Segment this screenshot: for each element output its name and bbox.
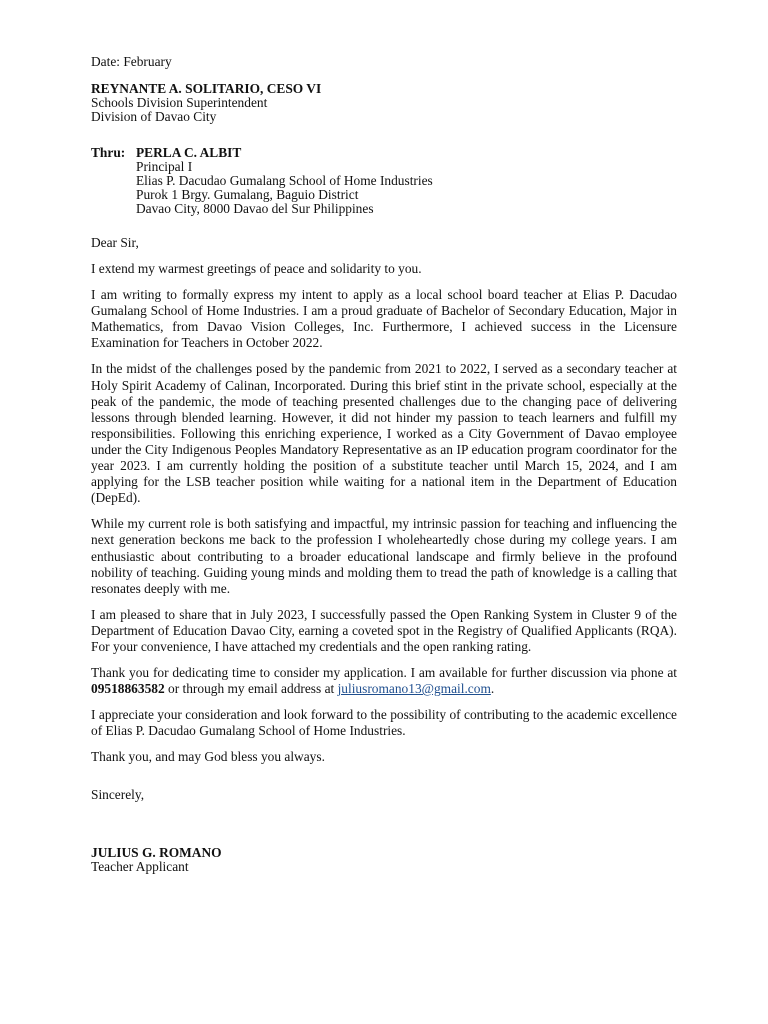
thru-address-line2: Davao City, 8000 Davao del Sur Philippines	[136, 201, 374, 216]
phone-number: 09518863582	[91, 681, 165, 697]
contact-text-start: Thank you for dedicating time to consider my application. I am available for further discussion via phone at	[91, 665, 677, 681]
recipient-name: REYNANTE A. SOLITARIO, CESO VI	[91, 81, 322, 96]
contact-text-middle: or through my email address at	[164, 681, 338, 697]
recipient-block	[91, 82, 677, 124]
recipient-title: Schools Division Superintendent	[91, 95, 268, 110]
paragraph-ranking: I am pleased to share that in July 2023, I successfully passed the Open Ranking System in Cluster 9 of the Department of Education Davao City, earning a coveted spot in the Registry of Qualified Applicants (RQA). For your convenience, I have attached my credentials and the open ranking rating.	[91, 606, 677, 654]
thru-school: Elias P. Dacudao Gumalang School of Home Industries	[136, 173, 433, 188]
thru-header	[91, 146, 677, 160]
thru-name: PERLA C. ALBIT	[136, 145, 242, 160]
letter-date: Date: February	[91, 54, 172, 69]
signature-block	[91, 846, 677, 874]
thru-address-line1: Purok 1 Brgy. Gumalang, Baguio District	[136, 187, 359, 202]
paragraph-passion: While my current role is both satisfying and impactful, my intrinsic passion for teaching and influencing the next generation beckons me back to the profession I wholeheartedly chose during my college years. I am enthusiastic about contributing to a broader educational landscape and firmly believe in the profound nobility of teaching. Guiding young minds and molding them to tread the path of knowledge is a calling that resonates deeply with me.	[91, 516, 677, 596]
paragraph-experience: In the midst of the challenges posed by the pandemic from 2021 to 2022, I served as a secondary teacher at Holy Spirit Academy of Calinan, Incorporated. During this brief stint in the private school, especially at the peak of the pandemic, the mode of teaching presented challenges due to the changing pace of delivering lessons through blended learning. However, it did not hinder my passion to teach learners and fulfill my responsibilities. Following this enriching experience, I worked as a City Government of Davao employee under the City Indigenous Peoples Mandatory Representative as an IP education program coordinator for the year 2023. I am currently holding the position of a substitute teacher until March 15, 2024, and I am applying for the LSB teacher position while waiting for a national item in the Department of Education (DepEd).	[91, 361, 677, 506]
signature-title: Teacher Applicant	[91, 858, 189, 874]
paragraph-appreciation: I appreciate your consideration and look forward to the possibility of contributing to the academic excellence of Elias P. Dacudao Gumalang School of Home Industries.	[91, 707, 677, 739]
paragraph-blessing: Thank you, and may God bless you always.	[91, 749, 325, 765]
closing: Sincerely,	[91, 786, 145, 802]
paragraph-contact	[91, 665, 677, 697]
thru-position: Principal I	[136, 159, 193, 174]
email-link[interactable]: juliusromano13@gmail.com	[337, 681, 491, 697]
contact-text-end: .	[490, 681, 495, 697]
salutation: Dear Sir,	[91, 235, 139, 250]
thru-label: Thru:	[91, 145, 126, 160]
signature-name: JULIUS G. ROMANO	[91, 844, 222, 860]
paragraph-greeting: I extend my warmest greetings of peace and solidarity to you.	[91, 261, 422, 276]
paragraph-intent: I am writing to formally express my intent to apply as a local school board teacher at Elias P. Dacudao Gumalang School of Home Industries. I am a proud graduate of Bachelor of Secondary Education, Major in Mathematics, from Davao Vision Colleges, Inc. Furthermore, I achieved success in the Licensure Examination for Teachers in October 2022.	[91, 287, 677, 351]
thru-block	[91, 146, 677, 216]
recipient-office: Division of Davao City	[91, 109, 217, 124]
